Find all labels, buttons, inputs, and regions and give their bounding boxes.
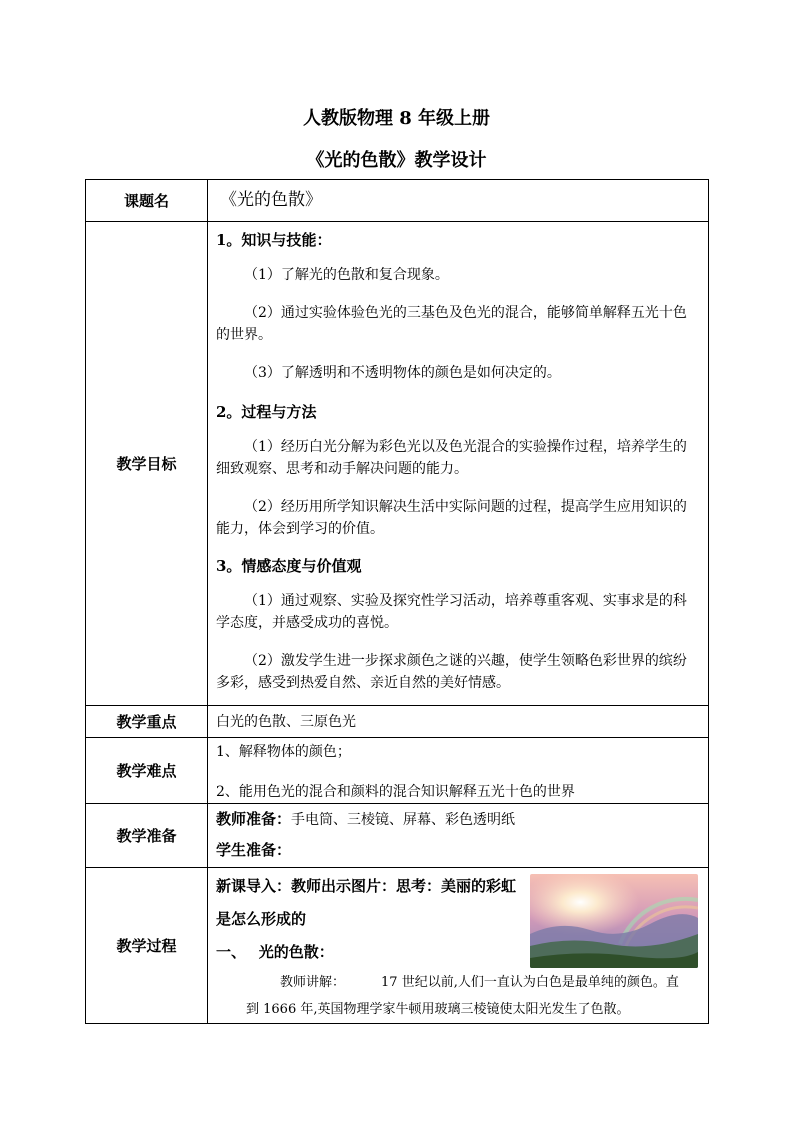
cell-process [208,868,709,1024]
row-difficulty [86,738,709,804]
document-title: 人教版物理 8 年级上册 [302,108,491,129]
goals-section-heading: 2。过程与方法 [216,403,317,421]
intro-text: 新课导入：教师出示图片：思考：美丽的彩虹是怎么形成的 [216,877,517,928]
document-subtitle: 《光的色散》教学设计 [306,150,487,171]
lecture-block [216,969,700,1023]
rainbow-landscape-photo [530,874,698,968]
goal-item: （1）经历白光分解为彩色光以及色光混合的实验操作过程，培养学生的细致观察、思考和动手解决问题的能力。 [216,439,687,477]
row-topic [86,180,709,222]
difficulty-item: 2、能用色光的混合和颜料的混合知识解释五光十色的世界 [216,784,575,800]
student-prep-label: 学生准备： [216,841,292,859]
label-preparation: 教学准备 [86,804,208,868]
cell-goals [208,222,709,706]
cell-preparation [208,804,709,868]
teacher-prep-label: 教师准备： [216,810,292,828]
cell-topic [208,180,709,222]
lecture-text-line1: 17 世纪以前,人们一直认为白色是最单纯的颜色。直 [381,975,679,990]
goal-item: （2）经历用所学知识解决生活中实际问题的过程，提高学生应用知识的能力，体会到学习的价值。 [216,499,687,537]
row-preparation [86,804,709,868]
goal-item: （2）通过实验体验色光的三基色及色光的混合，能够简单解释五光十色的世界。 [216,305,687,343]
difficulty-item: 1、解释物体的颜色； [216,744,351,760]
goal-item: （3）了解透明和不透明物体的颜色是如何决定的。 [244,365,561,381]
row-key-points [86,706,709,738]
row-process [86,868,709,1024]
cell-difficulty [208,738,709,804]
goal-item: （1）了解光的色散和复合现象。 [244,267,449,283]
goals-section-heading: 3。情感态度与价值观 [216,557,362,575]
lecture-label: 教师讲解： [280,975,346,990]
label-topic: 课题名 [86,180,208,222]
label-process: 教学过程 [86,868,208,1024]
lecture-text-line2: 到 1666 年,英国物理学家牛顿用玻璃三棱镜使太阳光发生了色散。 [246,1002,630,1017]
key-points-value: 白光的色散、三原色光 [216,713,356,730]
goal-item: （2）激发学生进一步探求颜色之谜的兴趣，使学生领略色彩世界的缤纷多彩，感受到热爱自然、亲近自然的美好情感。 [216,653,687,691]
student-prep [216,839,700,862]
cell-key-points [208,706,709,738]
label-key-points: 教学重点 [86,706,208,738]
teacher-prep-value: 手电筒、三棱镜、屏幕、彩色透明纸 [291,812,516,828]
label-difficulty: 教学难点 [86,738,208,804]
topic-value: 《光的色散》 [220,190,322,210]
goal-item: （1）通过观察、实验及探究性学习活动，培养尊重客观、实事求是的科学态度，并感受成功的喜悦。 [216,593,687,631]
rainbow-landscape-image [530,874,698,968]
lecture-line [216,969,700,996]
lesson-plan-table [85,179,709,1024]
teacher-prep [216,808,700,831]
goals-section-heading: 1。知识与技能： [216,231,332,249]
section-one-heading: 一、 光的色散： [216,943,334,961]
row-goals [86,222,709,706]
label-goals: 教学目标 [86,222,208,706]
